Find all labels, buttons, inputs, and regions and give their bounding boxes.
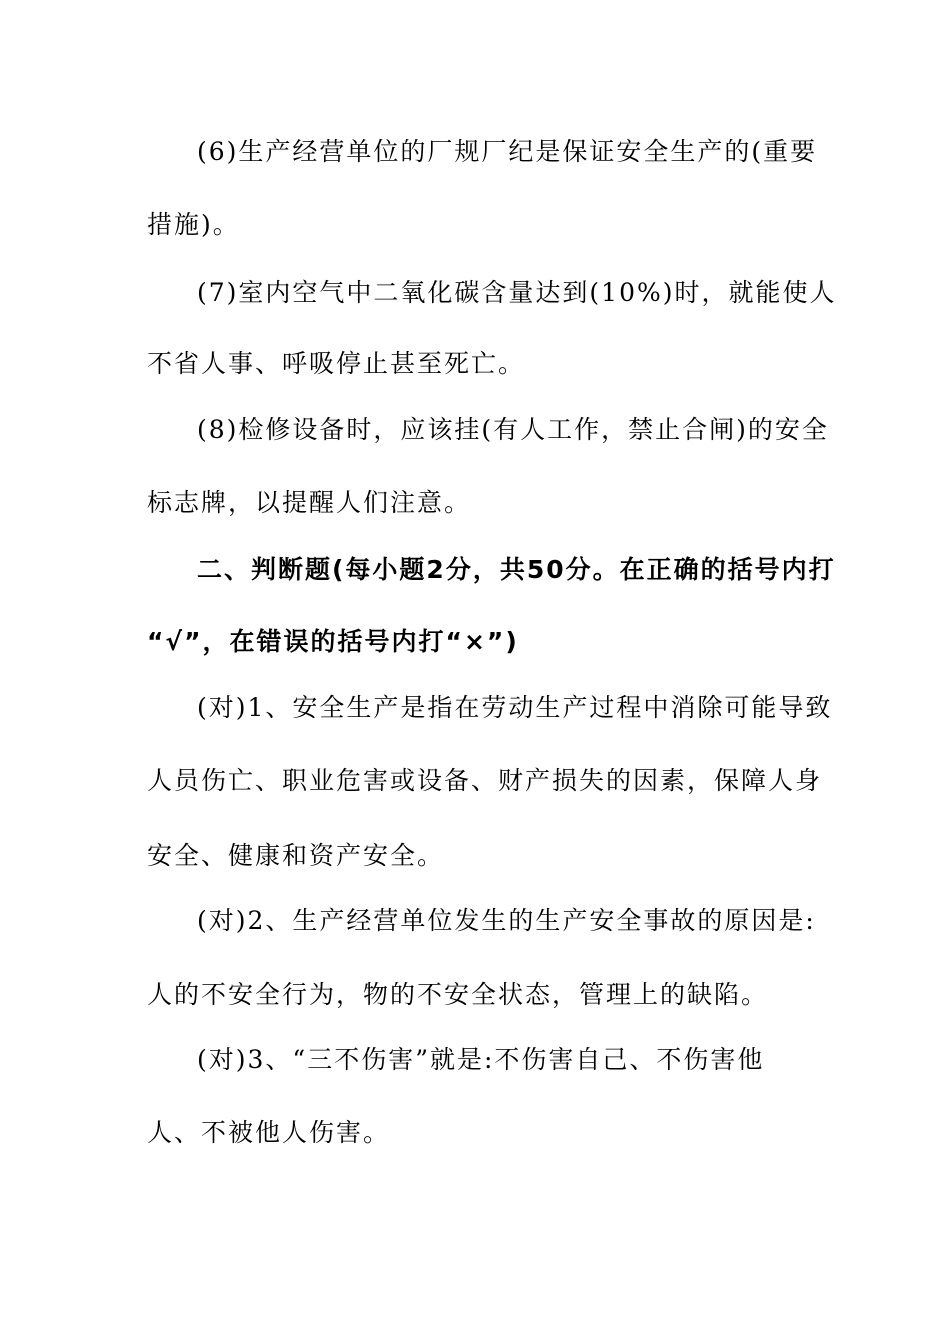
text-line-item6-a: (6)生产经营单位的厂规厂纪是保证安全生产的(重要 bbox=[197, 137, 818, 166]
text-line-item8-a: (8)检修设备时，应该挂(有人工作，禁止合闸)的安全 bbox=[197, 415, 829, 444]
text-line-item7-a: (7)室内空气中二氧化碳含量达到(10%)时，就能使人 bbox=[197, 278, 837, 307]
text-line-item6-b: 措施)。 bbox=[147, 210, 240, 239]
text-line-q2-b: 人的不安全行为，物的不安全状态，管理上的缺陷。 bbox=[147, 980, 769, 1009]
text-line-q1-a: (对)1、安全生产是指在劳动生产过程中消除可能导致 bbox=[197, 693, 833, 722]
text-line-q3-b: 人、不被他人伤害。 bbox=[147, 1118, 391, 1147]
text-line-q2-a: (对)2、生产经营单位发生的生产安全事故的原因是: bbox=[197, 906, 816, 935]
text-line-q1-b: 人员伤亡、职业危害或设备、财产损失的因素，保障人身 bbox=[147, 766, 823, 795]
text-line-q3-a: (对)3、“三不伤害”就是:不伤害自己、不伤害他 bbox=[197, 1045, 765, 1074]
section-heading-a: 二、判断题(每小题2分，共50分。在正确的括号内打 bbox=[197, 555, 836, 584]
text-line-q1-c: 安全、健康和资产安全。 bbox=[147, 841, 445, 870]
text-line-item7-b: 不省人事、呼吸停止甚至死亡。 bbox=[147, 349, 526, 378]
section-heading-b: “√”，在错误的括号内打“×”) bbox=[147, 627, 519, 656]
text-line-item8-b: 标志牌，以提醒人们注意。 bbox=[147, 488, 472, 517]
